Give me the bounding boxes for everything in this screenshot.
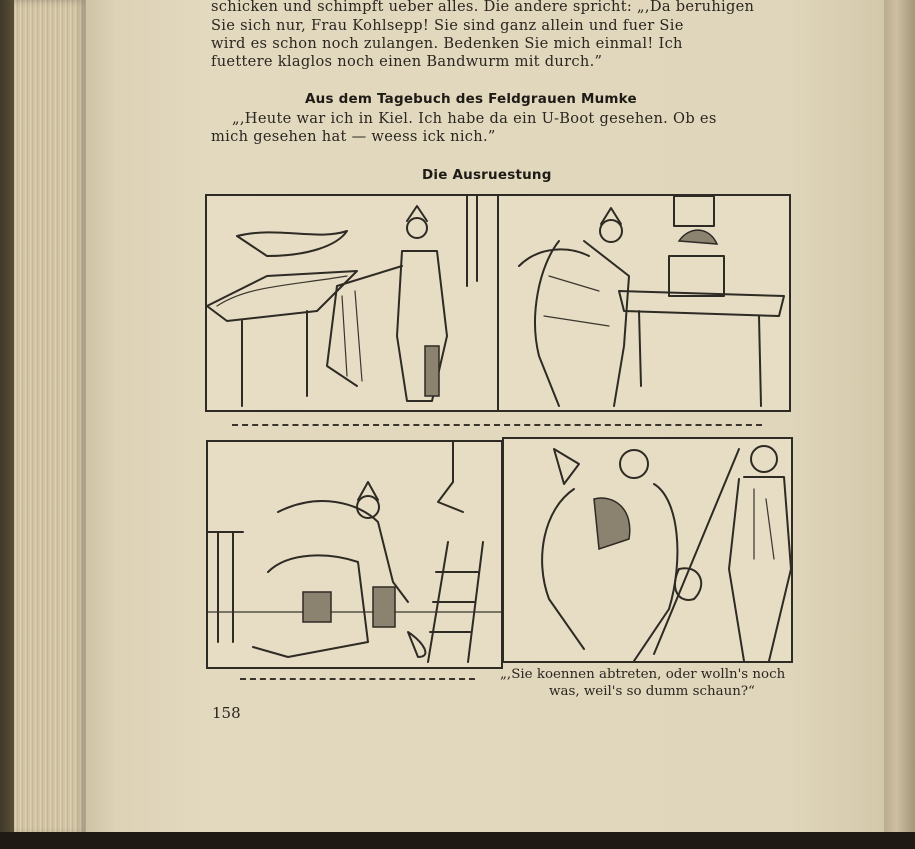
cartoon-panel-2	[497, 194, 791, 412]
book-cover-left-edge	[0, 0, 14, 849]
page-stack-edge	[14, 0, 88, 835]
cartoon-panel-1	[205, 194, 499, 412]
panel-divider-bottom	[240, 678, 475, 680]
section-heading: Aus dem Tagebuch des Feldgrauen Mumke	[305, 91, 637, 107]
cartoon-panel-4	[502, 437, 793, 663]
soldier-loading-gear-illustration	[499, 196, 789, 410]
cartoon-title: Die Ausruestung	[422, 167, 552, 183]
soldier-kneeling-illustration	[208, 442, 501, 667]
officer-inspection-illustration	[504, 439, 791, 661]
book-bottom-edge	[0, 832, 915, 849]
page-number: 158	[212, 704, 241, 722]
diary-line-2: mich gesehen hat — weess ick nich.”	[211, 128, 496, 145]
panel-divider-top	[232, 424, 762, 426]
intro-line-1: schicken und schimpft ueber alles. Die andere spricht: „,Da beruhigen	[211, 0, 755, 15]
soldier-at-table-illustration	[207, 196, 497, 410]
intro-line-3: wird es schon noch zulangen. Bedenken Sie mich einmal! Ich	[211, 35, 683, 52]
intro-line-4: fuettere klaglos noch einen Bandwurm mit durch.”	[211, 53, 603, 70]
diary-line-1: „,Heute war ich in Kiel. Ich habe da ein U-Boot gesehen. Ob es	[232, 110, 717, 127]
cartoon-caption-line-2: was, weil's so dumm schaun?“	[549, 684, 755, 699]
intro-line-2: Sie sich nur, Frau Kohlsepp! Sie sind ganz allein und fuer Sie	[211, 17, 684, 34]
cartoon-panel-3	[206, 440, 503, 669]
book-cover-right-edge	[884, 0, 915, 840]
cartoon-caption-line-1: „,Sie koennen abtreten, oder wolln's noch	[500, 667, 786, 682]
